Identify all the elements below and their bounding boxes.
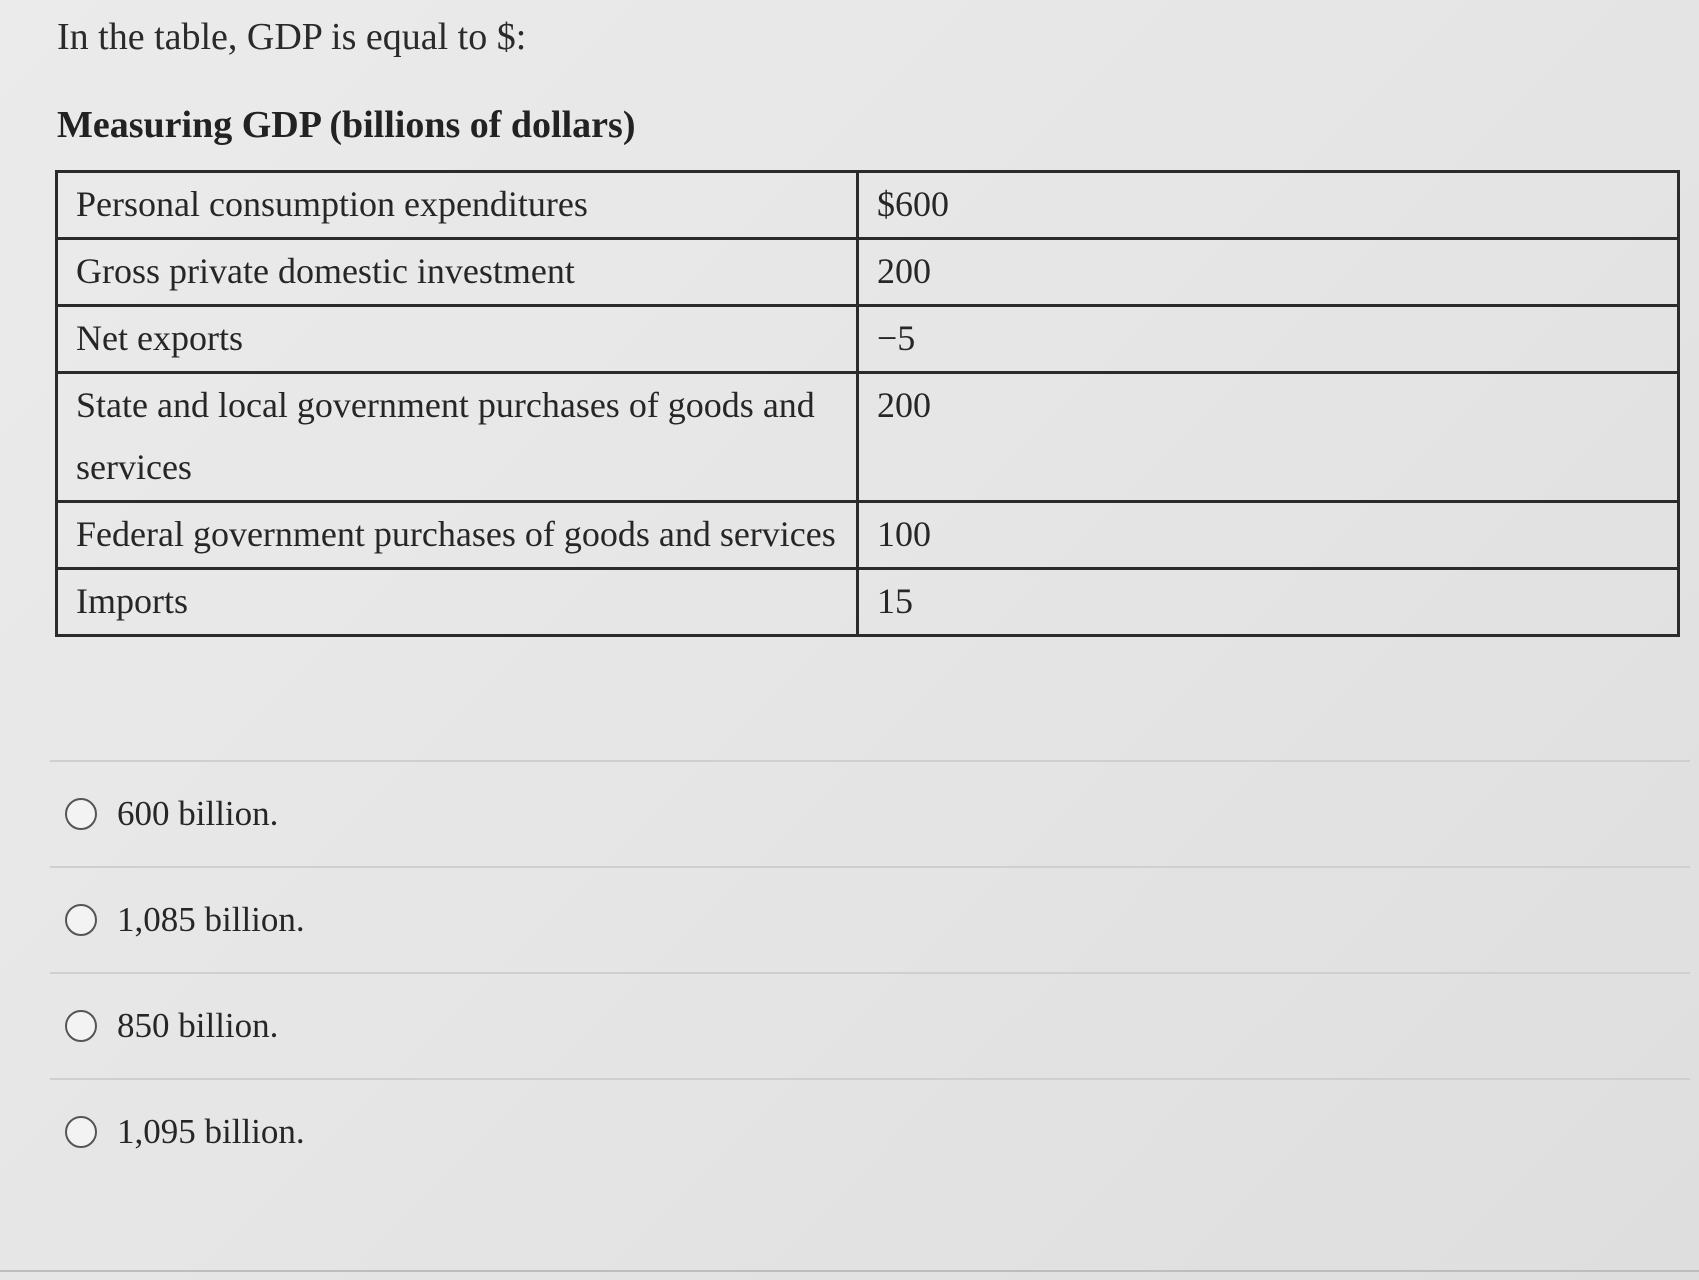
table-row xyxy=(57,172,1679,239)
row-value: 100 xyxy=(858,502,1679,569)
answer-option-3[interactable] xyxy=(50,974,1690,1078)
table-row xyxy=(57,373,1679,502)
bottom-divider xyxy=(0,1270,1699,1272)
radio-button[interactable] xyxy=(65,1010,97,1042)
radio-button[interactable] xyxy=(65,1116,97,1148)
answer-option-4[interactable] xyxy=(50,1080,1690,1184)
radio-button[interactable] xyxy=(65,798,97,830)
option-label: 1,085 billion. xyxy=(117,900,305,939)
table-row xyxy=(57,502,1679,569)
gdp-table xyxy=(55,170,1680,637)
question-text: In the table, GDP is equal to $: xyxy=(57,16,527,58)
table-row xyxy=(57,569,1679,636)
radio-button[interactable] xyxy=(65,904,97,936)
row-value: 200 xyxy=(858,373,1679,502)
option-label: 600 billion. xyxy=(117,794,279,833)
table-title: Measuring GDP (billions of dollars) xyxy=(57,104,636,146)
answer-options xyxy=(50,760,1690,1184)
answer-option-1[interactable] xyxy=(50,762,1690,866)
row-label: Imports xyxy=(57,569,858,636)
table-row xyxy=(57,239,1679,306)
row-label: Personal consumption expenditures xyxy=(57,172,858,239)
row-label: Gross private domestic investment xyxy=(57,239,858,306)
row-value: −5 xyxy=(858,306,1679,373)
row-label: State and local government purchases of goods and services xyxy=(57,373,858,502)
answer-option-2[interactable] xyxy=(50,868,1690,972)
option-label: 850 billion. xyxy=(117,1006,279,1045)
row-label: Net exports xyxy=(57,306,858,373)
row-value: $600 xyxy=(858,172,1679,239)
row-value: 200 xyxy=(858,239,1679,306)
table-row xyxy=(57,306,1679,373)
row-label: Federal government purchases of goods and services xyxy=(57,502,858,569)
option-label: 1,095 billion. xyxy=(117,1112,305,1151)
row-value: 15 xyxy=(858,569,1679,636)
